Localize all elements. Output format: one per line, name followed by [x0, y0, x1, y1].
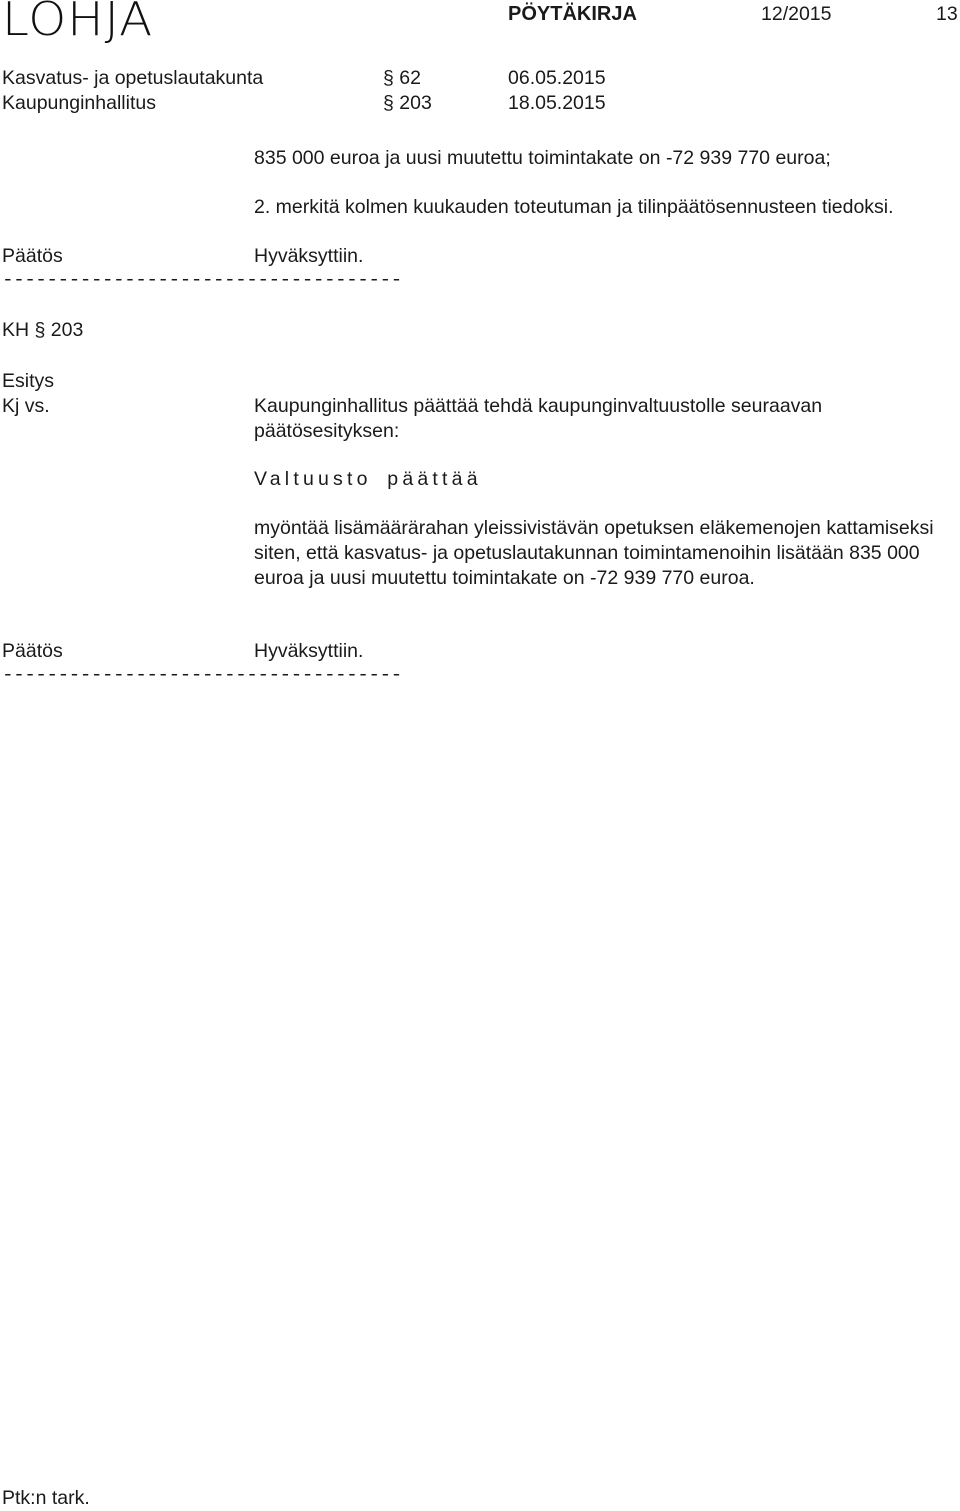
- decision-result: Hyväksyttiin.: [254, 640, 364, 662]
- council-decides-heading: Valtuusto päättää: [254, 468, 482, 490]
- kh-heading: KH § 203: [2, 319, 84, 341]
- section-divider: ------------------------------------: [2, 269, 402, 291]
- proposal-label: Esitys: [2, 370, 55, 392]
- lohja-logo: LOHJA: [2, 0, 154, 46]
- document-type: PÖYTÄKIRJA: [508, 3, 637, 25]
- meeting-section: § 203: [383, 92, 432, 114]
- decision-label: Päätös: [2, 245, 63, 267]
- continued-text: 835 000 euroa ja uusi muutettu toimintakate on -72 939 770 euroa;: [254, 147, 831, 169]
- presenter-label: Kj vs.: [2, 395, 50, 417]
- meeting-date: 18.05.2015: [508, 92, 606, 114]
- minutes-checker-label: Ptk:n tark.: [2, 1487, 90, 1509]
- council-decision-text: myöntää lisämäärärahan yleissivistävän opetuksen eläkemenojen kattamiseksi siten, että kasvatus- ja opetuslautakunnan toimintamenoihin lisätään 835 000 euroa ja uusi muutettu toimintakate on -72 939 770 euroa.: [254, 517, 934, 589]
- issue-number: 12/2015: [761, 3, 832, 25]
- meeting-date: 06.05.2015: [508, 67, 606, 89]
- meeting-body: Kaupunginhallitus: [2, 92, 156, 114]
- meeting-body: Kasvatus- ja opetuslautakunta: [2, 67, 264, 89]
- section-divider: ------------------------------------: [2, 664, 402, 686]
- page-number: 13: [936, 3, 958, 25]
- decision-result: Hyväksyttiin.: [254, 245, 364, 267]
- decision-item-2: 2. merkitä kolmen kuukauden toteutuman ja tilinpäätösennusteen tiedoksi.: [254, 196, 894, 218]
- meeting-section: § 62: [383, 67, 421, 89]
- decision-label: Päätös: [2, 640, 63, 662]
- proposal-text: Kaupunginhallitus päättää tehdä kaupunginvaltuustolle seuraavan päätösesityksen:: [254, 395, 823, 442]
